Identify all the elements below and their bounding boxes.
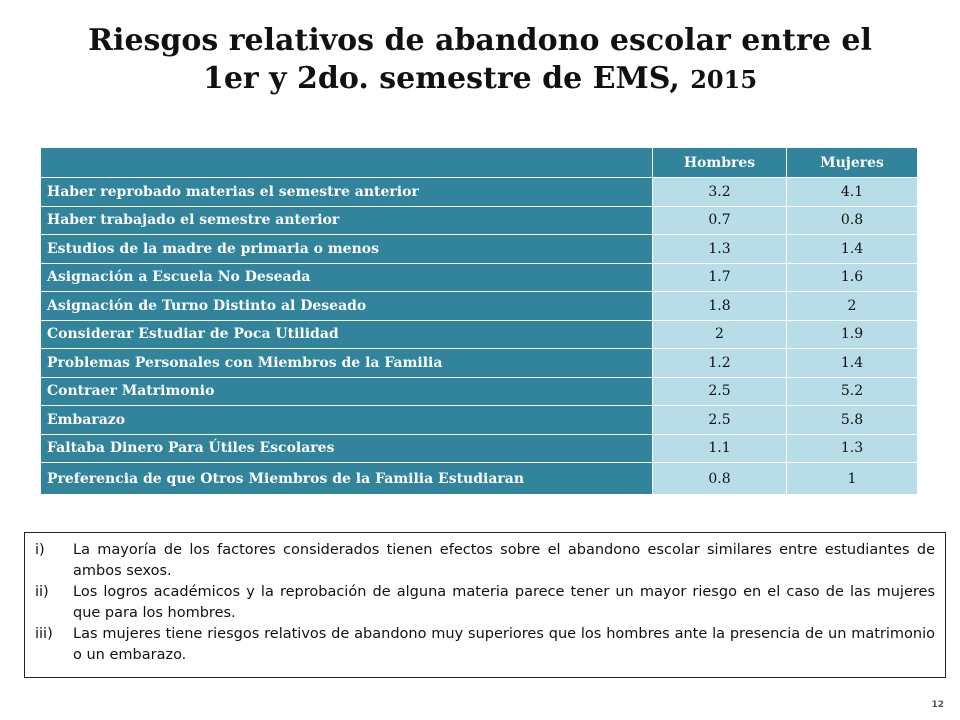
factor-cell: Asignación de Turno Distinto al Deseado (41, 292, 653, 321)
factor-cell: Contraer Matrimonio (41, 377, 653, 406)
factor-cell: Problemas Personales con Miembros de la Familia (41, 349, 653, 378)
mujeres-cell: 5.8 (787, 406, 918, 435)
factor-cell: Embarazo (41, 406, 653, 435)
hombres-cell: 0.7 (653, 206, 787, 235)
title-line-1: Riesgos relativos de abandono escolar entre el (88, 23, 872, 58)
mujeres-cell: 4.1 (787, 178, 918, 207)
factor-cell: Considerar Estudiar de Poca Utilidad (41, 320, 653, 349)
factor-cell: Faltaba Dinero Para Útiles Escolares (41, 434, 653, 463)
hombres-cell: 3.2 (653, 178, 787, 207)
factor-cell: Asignación a Escuela No Deseada (41, 263, 653, 292)
note-item (35, 624, 935, 666)
factor-cell: Estudios de la madre de primaria o menos (41, 235, 653, 264)
table-row (41, 463, 918, 495)
mujeres-cell: 0.8 (787, 206, 918, 235)
note-number: iii) (35, 626, 53, 642)
risk-table (40, 147, 918, 495)
note-item (35, 582, 935, 624)
note-text: La mayoría de los factores considerados tienen efectos sobre el abandono escolar similares entre estudiantes de ambos sexos. (73, 542, 935, 579)
mujeres-cell: 1.3 (787, 434, 918, 463)
hombres-cell: 2.5 (653, 406, 787, 435)
hombres-cell: 1.7 (653, 263, 787, 292)
note-number: ii) (35, 584, 49, 600)
hombres-cell: 1.2 (653, 349, 787, 378)
factor-cell: Preferencia de que Otros Miembros de la Familia Estudiaran (41, 463, 653, 495)
mujeres-cell: 1.9 (787, 320, 918, 349)
hombres-cell: 0.8 (653, 463, 787, 495)
table-row (41, 178, 918, 207)
title-line-2 (40, 60, 920, 99)
title-line-2-text: 1er y 2do. semestre de EMS, (202, 61, 680, 96)
mujeres-cell: 5.2 (787, 377, 918, 406)
hombres-cell: 2 (653, 320, 787, 349)
table-header-row (41, 148, 918, 178)
note-item (35, 540, 935, 582)
table-row (41, 292, 918, 321)
header-factor (41, 148, 653, 178)
notes-box (24, 532, 946, 678)
page-title (40, 22, 920, 99)
hombres-cell: 1.1 (653, 434, 787, 463)
note-text: Los logros académicos y la reprobación de alguna materia parece tener un mayor riesgo en el caso de las mujeres que para los hombres. (73, 584, 935, 621)
factor-cell: Haber reprobado materias el semestre anterior (41, 178, 653, 207)
mujeres-cell: 1 (787, 463, 918, 495)
table-row (41, 406, 918, 435)
page-number: 12 (931, 700, 944, 710)
header-hombres: Hombres (653, 148, 787, 178)
note-text: Las mujeres tiene riesgos relativos de abandono muy superiores que los hombres ante la presencia de un matrimonio o un embarazo. (73, 626, 935, 663)
header-mujeres: Mujeres (787, 148, 918, 178)
table-row (41, 206, 918, 235)
hombres-cell: 1.8 (653, 292, 787, 321)
table-row (41, 320, 918, 349)
title-year: 2015 (690, 65, 758, 94)
table-row (41, 263, 918, 292)
mujeres-cell: 2 (787, 292, 918, 321)
mujeres-cell: 1.4 (787, 349, 918, 378)
table-row (41, 377, 918, 406)
hombres-cell: 1.3 (653, 235, 787, 264)
mujeres-cell: 1.4 (787, 235, 918, 264)
mujeres-cell: 1.6 (787, 263, 918, 292)
table-row (41, 434, 918, 463)
note-number: i) (35, 542, 45, 558)
factor-cell: Haber trabajado el semestre anterior (41, 206, 653, 235)
table-row (41, 235, 918, 264)
hombres-cell: 2.5 (653, 377, 787, 406)
table-row (41, 349, 918, 378)
